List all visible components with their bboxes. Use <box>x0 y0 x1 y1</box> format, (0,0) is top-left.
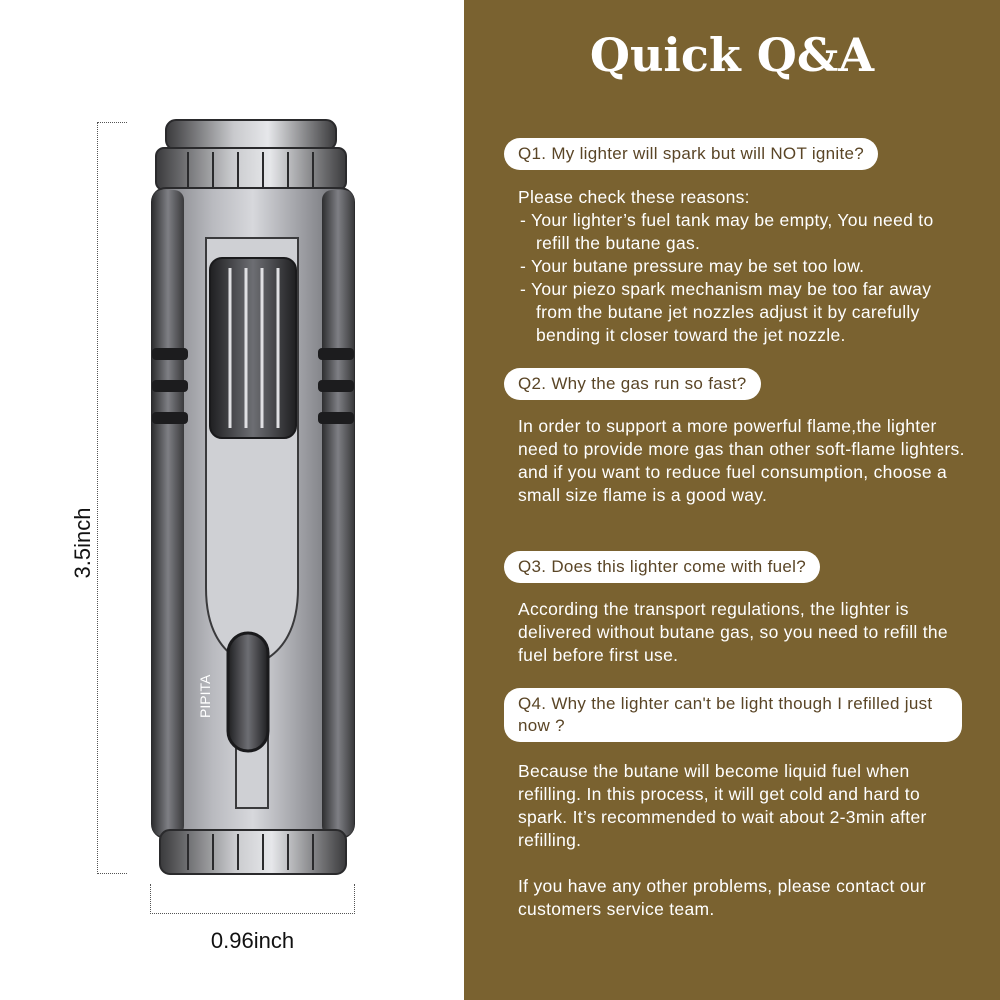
qa-panel <box>464 0 1000 1000</box>
question-3-pill: Q3. Does this lighter come with fuel? <box>504 551 820 583</box>
answer-1 <box>518 186 968 347</box>
answer-3: According the transport regulations, the lighter is delivered without butane gas, so you need to refill the fuel before first use. <box>518 599 948 665</box>
contact-note: If you have any other problems, please contact our customers service team. <box>518 876 927 919</box>
lighter-image <box>148 118 363 878</box>
height-dimension-line <box>97 122 127 874</box>
answer-4-text: Because the butane will become liquid fuel when refilling. In this process, it will get cold and hard to spark. It’s recommended to wait about 2-3min after refilling. <box>518 761 927 850</box>
answer-4 <box>518 760 968 921</box>
answer-1-item: - Your lighter’s fuel tank may be empty, You need to refill the butane gas. <box>520 210 934 253</box>
question-2-pill: Q2. Why the gas run so fast? <box>504 368 761 400</box>
panel-title: Quick Q&A <box>589 28 875 82</box>
width-dimension-line <box>150 884 355 914</box>
width-label: 0.96inch <box>210 928 295 953</box>
answer-2: In order to support a more powerful flame,the lighter need to provide more gas than other soft-flame lighters. and if you want to reduce fuel consumption, choose a small size flame is a good way. <box>518 416 965 505</box>
product-area <box>0 0 464 1000</box>
question-1-pill: Q1. My lighter will spark but will NOT ignite? <box>504 138 878 170</box>
answer-1-item: - Your butane pressure may be set too low. <box>520 256 865 276</box>
question-4-pill: Q4. Why the lighter can't be light though I refilled just now ? <box>504 688 962 742</box>
answer-1-intro: Please check these reasons: <box>518 187 750 207</box>
answer-1-item: - Your piezo spark mechanism may be too far away from the butane jet nozzles adjust it by carefully bending it closer toward the jet nozzle. <box>520 279 932 345</box>
brand-text: PIPITA <box>197 674 213 718</box>
height-label: 3.5inch <box>70 507 95 579</box>
